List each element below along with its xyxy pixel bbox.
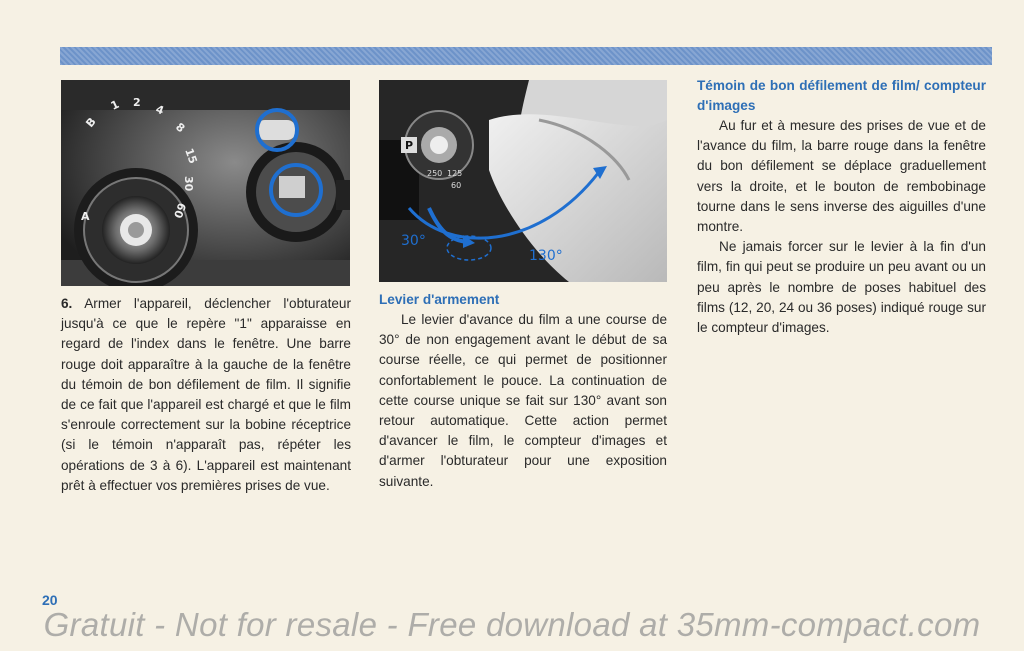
svg-text:15: 15 xyxy=(182,146,200,166)
angle-label-30: 30° xyxy=(401,233,426,249)
svg-text:2: 2 xyxy=(133,96,141,109)
svg-text:250: 250 xyxy=(427,169,443,178)
svg-text:60: 60 xyxy=(451,181,462,190)
advance-lever-photo xyxy=(379,80,667,282)
frame-counter-heading: Témoin de bon défilement de film/ compteur d'images xyxy=(697,78,986,113)
svg-text:1: 1 xyxy=(108,97,122,113)
frame-counter-paragraph-1: Au fur et à mesure des prises de vue et de l'avance du film, la barre rouge dans la fenêtre du bon défilement se déplace graduellement vers la droite, et le bouton de rembobinage tourne dans le sens inverse des aiguilles d'une montre. xyxy=(697,118,986,235)
camera-top-photo xyxy=(61,80,350,286)
middle-column xyxy=(379,290,667,492)
svg-text:125: 125 xyxy=(447,169,463,178)
decorative-header-band xyxy=(60,47,992,65)
left-column xyxy=(61,294,351,496)
advance-lever-heading: Levier d'armement xyxy=(379,292,500,307)
step-6-text: Armer l'appareil, déclencher l'obturateur jusqu'à ce que le repère "1" apparaisse en regard de l'index dans le fenêtre. Une barre rouge doit apparaître à la gauche de la fenêtre du témoin de bon défilement de film. Il signifie de ce fait que l'appareil est chargé et que le film s'enroule correctement sur la bobine réceptrice (si le témoin n'apparaît pas, répéter les opérations de 3 à 6). L'appareil est maintenant prêt à effectuer vos premières prises de vue. xyxy=(61,296,351,493)
advance-lever-paragraph: Le levier d'avance du film a une course de 30° de non engagement avant le début de sa course réelle, ce qui permet de positionner confortablement le pouce. La continuation de cette course unique se fait sur 130° avant son retour automatique. Cette action permet d'avancer le film, le compteur d'images et d'armer l'obturateur pour une exposition suivante. xyxy=(379,312,667,489)
angle-label-130: 130° xyxy=(529,248,563,264)
svg-text:4: 4 xyxy=(153,102,166,118)
step-number: 6. xyxy=(61,296,73,311)
svg-text:30: 30 xyxy=(182,176,195,192)
page-number: 20 xyxy=(42,592,58,608)
step-6-paragraph xyxy=(61,294,351,496)
svg-text:A: A xyxy=(81,210,90,223)
svg-text:P: P xyxy=(405,139,414,152)
watermark: Gratuit - Not for resale - Free download at 35mm-compact.com xyxy=(43,606,981,643)
svg-text:60: 60 xyxy=(170,200,189,220)
frame-counter-paragraph-2: Ne jamais forcer sur le levier à la fin d'un film, fin qui peut se produire un peu avant ou un peu après le nombre de poses habituel des films (12, 20, 24 ou 36 poses) indiqué rouge sur le compteur d'images. xyxy=(697,239,986,336)
right-column xyxy=(697,76,986,338)
svg-text:B: B xyxy=(83,115,99,130)
svg-text:8: 8 xyxy=(173,120,188,136)
